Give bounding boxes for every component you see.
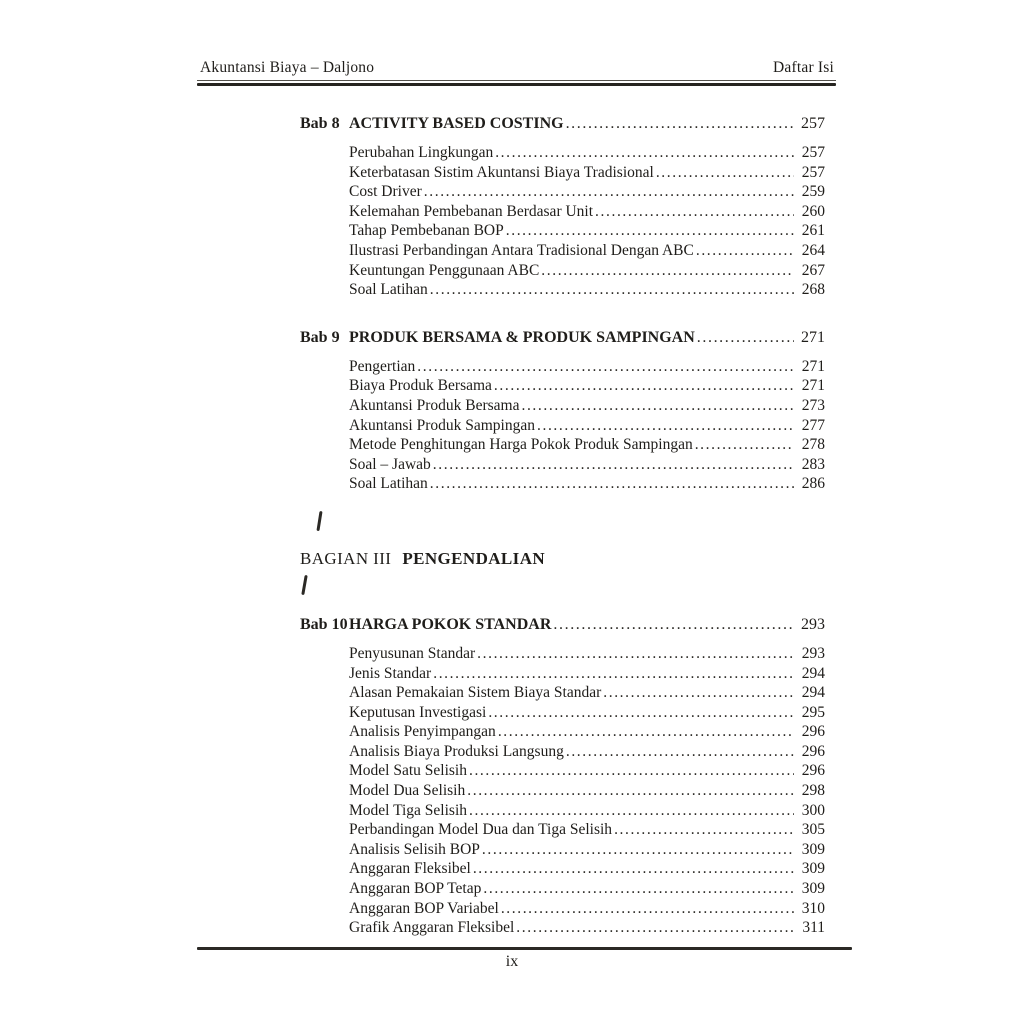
header-rule-thin xyxy=(197,80,836,81)
toc-entry xyxy=(349,416,825,436)
dot-leader xyxy=(506,221,794,241)
chapter-heading xyxy=(300,328,825,348)
toc-entry xyxy=(349,918,825,938)
dot-leader xyxy=(566,742,794,762)
toc-entry-label: Alasan Pemakaian Sistem Biaya Standar xyxy=(349,684,602,702)
toc-entry-page: 295 xyxy=(801,703,825,721)
toc-entry xyxy=(349,143,825,163)
toc-entry-label: Model Tiga Selisih xyxy=(349,801,467,819)
toc-entry-page: 273 xyxy=(801,396,825,414)
toc-entry-label: Soal Latihan xyxy=(349,475,428,493)
toc-entry-page: 296 xyxy=(801,723,825,741)
toc-entry-page: 294 xyxy=(801,684,825,702)
dot-leader xyxy=(467,781,794,801)
toc-entry-page: 311 xyxy=(802,919,825,937)
toc-entry-page: 268 xyxy=(801,281,825,299)
toc-entry xyxy=(349,455,825,475)
toc-entry-page: 300 xyxy=(801,801,825,819)
header-rule-thick xyxy=(197,83,836,86)
dot-leader xyxy=(537,416,794,436)
toc-entry xyxy=(349,801,825,821)
dot-leader xyxy=(430,280,794,300)
toc-entry-page: 283 xyxy=(801,455,825,473)
dot-leader xyxy=(566,114,794,134)
running-header-book-title: Akuntansi Biaya – Daljono xyxy=(200,59,375,76)
chapter-number-label: Bab 8 xyxy=(300,115,340,132)
dot-leader xyxy=(553,615,794,635)
toc-entry-page: 298 xyxy=(801,782,825,800)
toc-entry-label: Perubahan Lingkungan xyxy=(349,144,494,161)
toc-entry xyxy=(349,376,825,396)
toc-entry xyxy=(349,182,825,202)
dot-leader xyxy=(541,261,794,281)
toc-entry-label: Soal – Jawab xyxy=(349,455,431,473)
toc-entry-label: Akuntansi Produk Bersama xyxy=(349,396,520,414)
toc-entry xyxy=(349,202,825,222)
toc-entry xyxy=(349,261,825,281)
toc-entry-page: 259 xyxy=(801,183,825,201)
chapter-page-number: 293 xyxy=(801,615,825,633)
dot-leader xyxy=(477,644,794,664)
dot-leader xyxy=(482,840,794,860)
toc-entry xyxy=(349,879,825,899)
toc-entry xyxy=(349,474,825,494)
dot-leader xyxy=(521,396,794,416)
chapter-page-number: 271 xyxy=(801,328,825,346)
toc-entry-label: Akuntansi Produk Sampingan xyxy=(349,416,535,434)
pen-mark-icon xyxy=(316,511,322,531)
toc-entry-page: 309 xyxy=(801,860,825,878)
toc-entry xyxy=(349,899,825,919)
dot-leader xyxy=(433,664,794,684)
toc-entry-page: 293 xyxy=(801,644,825,662)
toc-entry xyxy=(349,435,825,455)
dot-leader xyxy=(424,182,794,202)
toc-entry-label: Soal Latihan xyxy=(349,281,428,299)
toc-entry-label: Anggaran BOP Tetap xyxy=(349,880,482,898)
dot-leader xyxy=(614,820,794,840)
toc-entry xyxy=(349,761,825,781)
toc-entry-label: Analisis Penyimpangan xyxy=(349,723,496,741)
toc-entry xyxy=(349,221,825,241)
toc-entry xyxy=(349,241,825,261)
toc-entry-page: 261 xyxy=(801,222,825,240)
toc-entry-page: 264 xyxy=(801,241,825,259)
running-header xyxy=(200,59,834,77)
dot-leader xyxy=(695,435,794,455)
toc-content xyxy=(300,114,825,938)
toc-entry-label: Cost Driver xyxy=(349,183,422,201)
toc-entry-label: Anggaran Fleksibel xyxy=(349,860,471,878)
toc-entry-page: 271 xyxy=(801,377,825,395)
toc-entry-label: Pengertian xyxy=(349,357,416,375)
dot-leader xyxy=(603,683,794,703)
toc-entry-page: 309 xyxy=(801,880,825,898)
dot-leader xyxy=(696,241,794,261)
toc-entry-page: 309 xyxy=(801,840,825,858)
toc-entry-label: Model Dua Selisih xyxy=(349,782,466,800)
dot-leader xyxy=(656,163,794,183)
toc-entry xyxy=(349,820,825,840)
toc-entry-page: 260 xyxy=(801,202,825,220)
toc-entry-label: Ilustrasi Perbandingan Antara Tradisional Dengan ABC xyxy=(349,241,694,259)
dot-leader xyxy=(595,202,794,222)
dot-leader xyxy=(433,455,794,475)
toc-entry-page: 271 xyxy=(801,357,825,375)
toc-entry-page: 278 xyxy=(801,436,825,454)
dot-leader xyxy=(430,474,794,494)
toc-entry-page: 310 xyxy=(801,899,825,917)
toc-entry-label: Kelemahan Pembebanan Berdasar Unit xyxy=(349,202,594,220)
toc-entry-label: Jenis Standar xyxy=(349,664,432,682)
toc-entry xyxy=(349,703,825,723)
toc-entry-page: 257 xyxy=(801,144,825,161)
toc-entry xyxy=(349,163,825,183)
dot-leader xyxy=(469,761,794,781)
dot-leader xyxy=(494,376,794,396)
chapter-title: HARGA POKOK STANDAR xyxy=(349,615,552,633)
chapter-number-label: Bab 9 xyxy=(300,328,340,346)
toc-entry xyxy=(349,357,825,377)
toc-entry-page: 257 xyxy=(801,163,825,181)
part-label: BAGIAN III xyxy=(300,548,392,568)
chapter-title: ACTIVITY BASED COSTING xyxy=(349,115,564,132)
dot-leader xyxy=(469,801,794,821)
chapter-heading xyxy=(300,615,825,635)
toc-entry-label: Keuntungan Penggunaan ABC xyxy=(349,261,540,279)
dot-leader xyxy=(501,899,794,919)
toc-entry-page: 286 xyxy=(801,475,825,493)
toc-entry xyxy=(349,664,825,684)
chapter-number-label: Bab 10 xyxy=(300,615,348,633)
toc-entry-label: Model Satu Selisih xyxy=(349,762,467,780)
toc-entry-page: 305 xyxy=(801,821,825,839)
toc-entry-label: Metode Penghitungan Harga Pokok Produk Sampingan xyxy=(349,436,693,454)
toc-entry-label: Grafik Anggaran Fleksibel xyxy=(349,919,515,937)
toc-entry-page: 294 xyxy=(801,664,825,682)
toc-entry-label: Keterbatasan Sistim Akuntansi Biaya Tradisional xyxy=(349,163,654,181)
footer-rule xyxy=(197,947,852,950)
dot-leader xyxy=(498,722,794,742)
dot-leader xyxy=(697,328,794,348)
toc-entry xyxy=(349,859,825,879)
toc-entry xyxy=(349,683,825,703)
dot-leader xyxy=(488,703,794,723)
part-title: PENGENDALIAN xyxy=(402,548,546,568)
toc-entry xyxy=(349,742,825,762)
page-number: ix xyxy=(505,953,519,970)
chapter-title: PRODUK BERSAMA & PRODUK SAMPINGAN xyxy=(349,328,695,346)
toc-entry-label: Analisis Biaya Produksi Langsung xyxy=(349,742,564,760)
toc-entry-label: Keputusan Investigasi xyxy=(349,703,487,721)
toc-entry-page: 277 xyxy=(801,416,825,434)
pen-mark-icon xyxy=(301,575,307,595)
toc-entry-label: Analisis Selisih BOP xyxy=(349,840,480,858)
toc-entry xyxy=(349,840,825,860)
dot-leader xyxy=(417,357,794,377)
chapter-heading xyxy=(300,114,825,134)
toc-entry xyxy=(349,280,825,300)
toc-entry-page: 296 xyxy=(801,742,825,760)
dot-leader xyxy=(495,143,794,163)
toc-entry-page: 296 xyxy=(801,762,825,780)
running-header-section-title: Daftar Isi xyxy=(773,59,834,76)
toc-entry-label: Tahap Pembebanan BOP xyxy=(349,222,504,240)
toc-entry-label: Perbandingan Model Dua dan Tiga Selisih xyxy=(349,821,613,839)
toc-entry-label: Anggaran BOP Variabel xyxy=(349,899,499,917)
toc-entry xyxy=(349,396,825,416)
toc-entry-label: Biaya Produk Bersama xyxy=(349,377,492,395)
toc-entry-page: 267 xyxy=(801,261,825,279)
dot-leader xyxy=(483,879,794,899)
chapter-page-number: 257 xyxy=(801,115,825,132)
part-heading xyxy=(300,548,825,570)
toc-entry xyxy=(349,722,825,742)
toc-entry xyxy=(349,781,825,801)
toc-entry-label: Penyusunan Standar xyxy=(349,644,476,662)
dot-leader xyxy=(473,859,794,879)
toc-entry xyxy=(349,644,825,664)
dot-leader xyxy=(516,918,794,938)
